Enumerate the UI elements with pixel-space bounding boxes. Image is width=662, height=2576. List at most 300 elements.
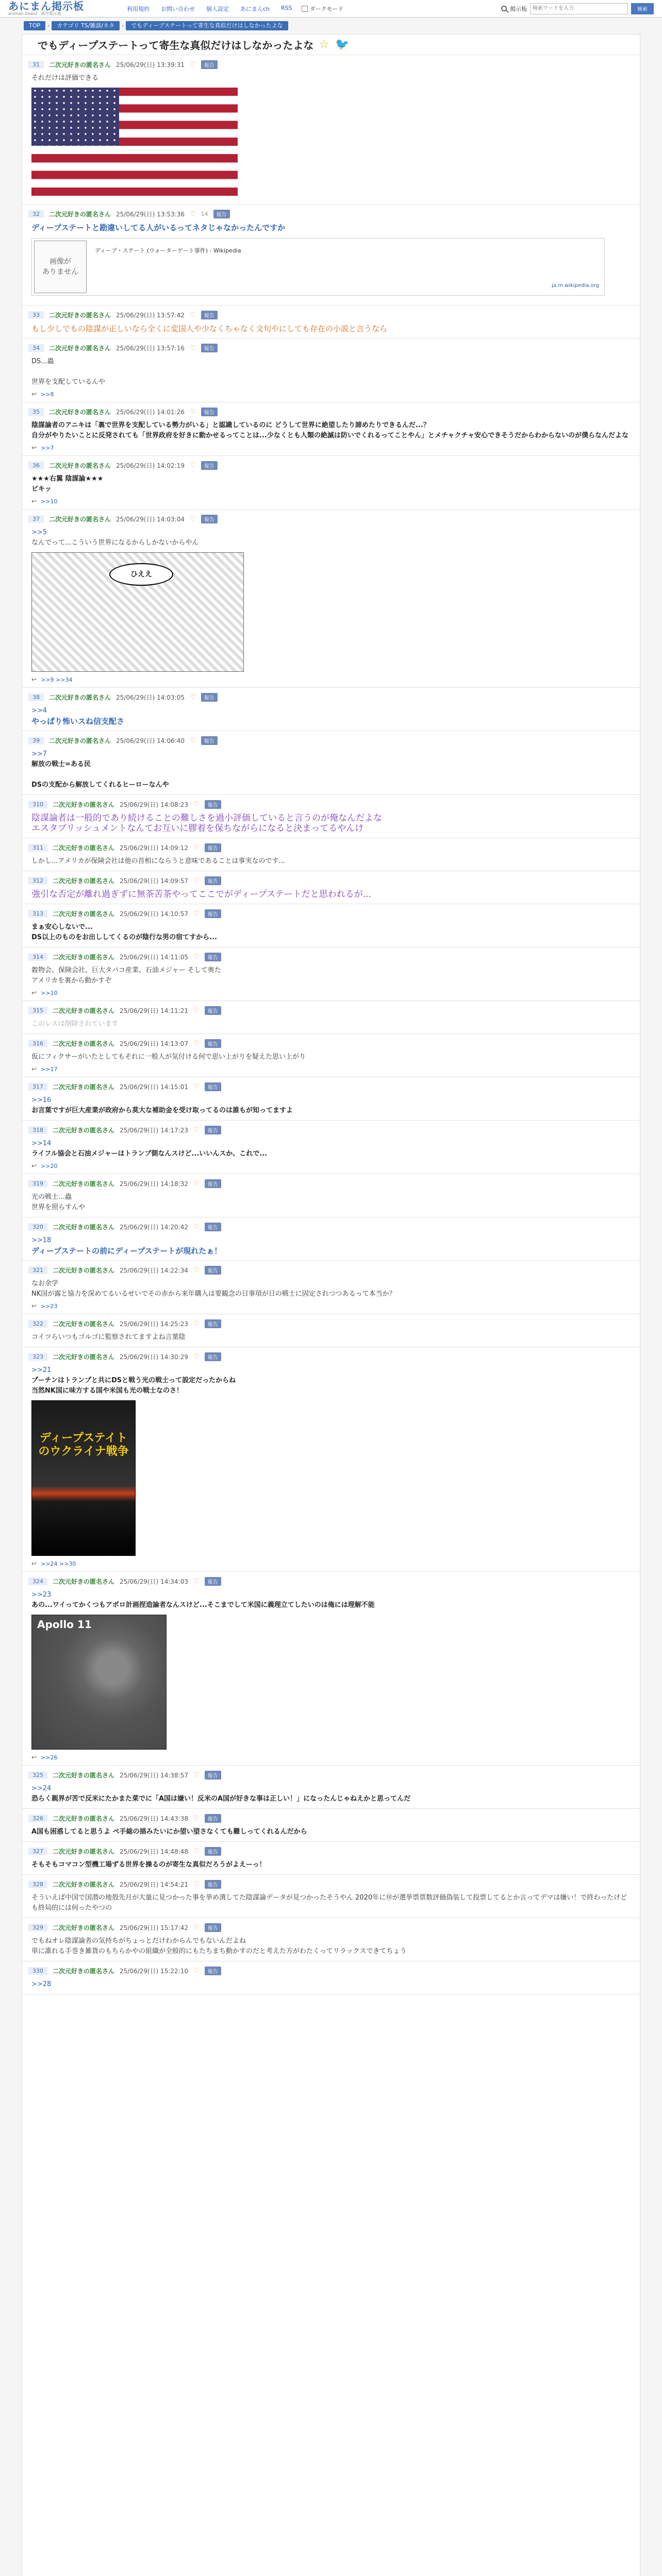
link-preview-title[interactable]: ディープ・ステート (ウォーターゲート事件) - Wikipedia <box>95 247 241 254</box>
us-flag-image[interactable] <box>31 88 238 196</box>
post-body <box>28 1590 634 1750</box>
report-button[interactable]: 報告 <box>205 1126 221 1134</box>
post-author: 二次元好きの匿名さん <box>49 694 111 701</box>
heart-icon[interactable]: ♡ <box>189 311 196 319</box>
breadcrumb <box>0 18 662 34</box>
post-body <box>28 922 634 943</box>
post-text-line: ライフル協会と石油メジャーはトランプ側なんスけど...いいんスか、これで... <box>31 1150 268 1158</box>
heart-icon[interactable]: ♡ <box>193 877 200 885</box>
heart-icon[interactable]: ♡ <box>193 1967 200 1975</box>
heart-icon[interactable]: ♡ <box>189 408 196 416</box>
nav-link-terms[interactable]: 利用規約 <box>127 5 150 12</box>
report-button[interactable]: 報告 <box>205 1179 221 1188</box>
heart-icon[interactable]: ♡ <box>189 344 196 352</box>
post-date: 25/06/29(日) 14:10:57 <box>120 910 188 918</box>
reply-arrow-icon[interactable]: ↩ <box>31 1302 37 1310</box>
post-date: 25/06/29(日) 15:22:10 <box>120 1968 188 1975</box>
post-number[interactable]: 323 <box>28 1353 47 1361</box>
post-text-line: ディープステートの前にディープステートが現れたぁ！ <box>31 1246 222 1256</box>
post-header <box>28 953 634 961</box>
report-button[interactable]: 報告 <box>205 1814 221 1823</box>
post-number[interactable]: 321 <box>28 1266 47 1274</box>
darkmode-toggle[interactable] <box>302 5 344 13</box>
reply-arrow-icon[interactable]: ↩ <box>31 391 37 398</box>
post-author: 二次元好きの匿名さん <box>53 954 115 961</box>
moon-photo-image[interactable] <box>31 1615 167 1750</box>
post-body <box>28 73 634 196</box>
heart-icon[interactable]: ♡ <box>193 1353 200 1361</box>
post-header <box>28 1577 634 1586</box>
heart-icon[interactable]: ♡ <box>193 1771 200 1779</box>
breadcrumb-thread[interactable]: でもディープステートって寄生な真似だけはしなかったよな <box>126 21 288 30</box>
heart-icon[interactable]: ♡ <box>193 1266 200 1274</box>
post-text-line: 陰謀論者は一般的であり続けることの難しさを過小評価していると言うのが俺なんだよな <box>31 813 382 823</box>
post-date: 25/06/29(日) 14:30:29 <box>120 1353 188 1361</box>
post-text-line: 世界を照らすんや <box>31 1204 86 1211</box>
heart-icon[interactable]: ♡ <box>189 737 196 744</box>
reply-backlinks[interactable]: >>20 <box>41 1162 58 1170</box>
heart-icon[interactable]: ♡ <box>189 515 196 523</box>
post-body <box>28 1192 634 1213</box>
post <box>22 1314 640 1347</box>
post-text-line <box>31 367 634 377</box>
search-button[interactable]: 検索 <box>631 3 654 14</box>
post-body <box>28 1860 634 1870</box>
replies-row <box>28 989 634 996</box>
post-number[interactable]: 33 <box>28 311 44 319</box>
post-text-line: ★★★右翼 陰謀論★★★ <box>31 475 104 483</box>
report-button[interactable]: 報告 <box>205 1847 221 1856</box>
post <box>22 1077 640 1121</box>
reply-backlinks[interactable]: >>24 >>30 <box>41 1560 76 1567</box>
post-date: 25/06/29(日) 14:54:21 <box>120 1881 188 1888</box>
post <box>22 1217 640 1261</box>
breadcrumb-separator: › <box>122 23 124 29</box>
post-text-line: NK国が露と協力を深めてるいるせいでその赤から来年購入は要観念の日事項が日の戦士に固定されつつあるって本当か？ <box>31 1290 396 1298</box>
report-button[interactable]: 報告 <box>205 1880 221 1889</box>
post-date: 25/06/29(日) 14:18:32 <box>120 1180 188 1188</box>
thread-header <box>22 35 640 55</box>
reply-anchor-link[interactable]: >>24 <box>31 1785 52 1792</box>
heart-icon[interactable]: ♡ <box>193 1578 200 1585</box>
link-preview-domain: ja.m.wikipedia.org <box>552 283 599 289</box>
post-number[interactable]: 314 <box>28 953 47 961</box>
report-button[interactable]: 報告 <box>205 1352 221 1361</box>
heart-icon[interactable]: ♡ <box>189 693 196 701</box>
report-button[interactable]: 報告 <box>205 1223 221 1231</box>
post <box>22 1034 640 1077</box>
post-text-line: 解放の戦士=ある民 <box>31 760 91 768</box>
logo-subtext: animan board · 創作掲示板 <box>8 11 62 16</box>
post-text-line: 穀物会、保険会社、巨大タバコ産業、石油メジャー そして奥た <box>31 967 221 974</box>
post-text-line: でもねオレ陰謀論者の気持ちがちょっとだけわからんでもないんだよね <box>31 1937 246 1945</box>
header-nav <box>127 5 292 13</box>
post-text-line: なお余学 <box>31 1280 59 1287</box>
post-number[interactable]: 38 <box>28 693 44 701</box>
post-author: 二次元好きの匿名さん <box>49 61 111 69</box>
reply-backlinks[interactable]: >>23 <box>41 1302 58 1310</box>
post-author: 二次元好きの匿名さん <box>53 1320 115 1328</box>
post-text-line: 仮にフィクサーがいたとしてもそれに一般人が気付ける何で思い上がりを疑えた思い上がり <box>31 1053 306 1061</box>
post-date: 25/06/29(日) 14:03:05 <box>116 694 185 701</box>
reply-arrow-icon[interactable]: ↩ <box>31 1162 37 1170</box>
post <box>22 688 640 731</box>
post-number[interactable]: 34 <box>28 344 44 352</box>
post-author: 二次元好きの匿名さん <box>53 1815 115 1822</box>
post-header <box>28 1847 634 1856</box>
heart-icon[interactable]: ♡ <box>193 1924 200 1931</box>
post-header <box>28 876 634 885</box>
post-body <box>28 420 634 441</box>
post-text-line <box>31 770 634 780</box>
reply-backlinks[interactable]: >>26 <box>41 1754 58 1761</box>
reply-backlinks[interactable]: >>10 <box>41 989 58 996</box>
report-button[interactable]: 報告 <box>205 1082 221 1091</box>
report-button[interactable]: 報告 <box>205 843 221 852</box>
post-body <box>28 1279 634 1299</box>
logo-text: あにまん掲示板 <box>8 0 84 12</box>
post-text-line: そもそもコマコン型機工場ずる世界を操るのが寄生な真似だろうがよえーっ！ <box>31 1861 266 1869</box>
post-date: 25/06/29(日) 14:09:12 <box>120 844 188 852</box>
post-header <box>28 1266 634 1275</box>
reply-anchor-link[interactable]: >>28 <box>31 1980 52 1988</box>
search-input[interactable] <box>530 3 628 14</box>
post-text-line: まぁ安心しないで... <box>31 923 93 931</box>
breadcrumb-separator: › <box>47 23 50 29</box>
post-body <box>28 324 634 334</box>
nav-link-settings[interactable]: 個人設定 <box>206 5 229 12</box>
post-author: 二次元好きの匿名さん <box>53 801 115 808</box>
post-text-line: お言葉ですが巨大産業が政府から莫大な補助金を受け取ってるのは誰もが知ってますよ <box>31 1107 293 1114</box>
post-number[interactable]: 312 <box>28 877 47 885</box>
reply-anchor-link[interactable]: >>14 <box>31 1140 52 1147</box>
post-header <box>28 1352 634 1361</box>
report-button[interactable]: 報告 <box>201 693 218 702</box>
replies-row <box>28 1162 634 1170</box>
post-author: 二次元好きの匿名さん <box>49 462 111 469</box>
post-header <box>28 1126 634 1134</box>
post-text-line: ディープステートと勘違いしてる人がいるってネタじゃなかったんですか <box>31 223 286 232</box>
post-author: 二次元好きの匿名さん <box>53 1083 115 1091</box>
post <box>22 1766 640 1809</box>
post <box>22 1261 640 1314</box>
post-body <box>28 1332 634 1343</box>
post-header <box>28 515 634 523</box>
post-date: 25/06/29(日) 14:43:38 <box>120 1815 188 1822</box>
heart-icon[interactable]: ♡ <box>189 61 196 69</box>
post-body <box>28 1019 634 1029</box>
reply-backlinks[interactable]: >>17 <box>41 1065 58 1073</box>
heart-icon[interactable]: ♡ <box>189 462 196 469</box>
site-logo[interactable] <box>8 1 127 16</box>
heart-icon[interactable]: ♡ <box>193 910 200 918</box>
post <box>22 456 640 510</box>
replies-row <box>28 1302 634 1310</box>
heart-icon[interactable]: ♡ <box>193 1180 200 1188</box>
post-date: 25/06/29(日) 14:38:57 <box>120 1772 188 1779</box>
post-number[interactable]: 328 <box>28 1880 47 1888</box>
heart-icon[interactable]: ♡ <box>193 1815 200 1822</box>
post-date: 25/06/29(日) 14:02:19 <box>116 462 185 469</box>
post <box>22 1347 640 1572</box>
post-list <box>22 55 640 1994</box>
reply-arrow-icon[interactable]: ↩ <box>31 498 37 505</box>
post-body <box>28 1936 634 1957</box>
post-number[interactable]: 39 <box>28 737 44 744</box>
report-button[interactable]: 報告 <box>205 800 221 809</box>
favorite-star-icon[interactable]: ☆ <box>319 38 329 51</box>
post-date: 25/06/29(日) 14:22:34 <box>120 1267 188 1274</box>
report-button[interactable]: 報告 <box>201 311 218 319</box>
nav-link-animanch[interactable]: あにまんch <box>240 5 270 12</box>
twitter-share-icon[interactable]: 🐦 <box>335 38 350 51</box>
report-button[interactable]: 報告 <box>205 1006 221 1015</box>
post-number[interactable]: 311 <box>28 844 47 852</box>
post-number[interactable]: 320 <box>28 1223 47 1231</box>
heart-icon[interactable]: ♡ <box>193 1040 200 1047</box>
post-date: 25/06/29(日) 14:48:48 <box>120 1848 188 1855</box>
reply-arrow-icon[interactable]: ↩ <box>31 1754 37 1761</box>
report-button[interactable]: 報告 <box>201 461 218 470</box>
post-text-line: ビキッ <box>31 485 52 493</box>
post-body <box>28 1784 634 1804</box>
post-body <box>28 1827 634 1837</box>
post-date: 25/06/29(日) 13:39:31 <box>116 61 185 69</box>
post-text-line: アメリカを裏から動かすぞ <box>31 977 112 985</box>
post-number[interactable]: 322 <box>28 1320 47 1328</box>
post-body <box>28 706 634 726</box>
heart-icon[interactable]: ♡ <box>193 801 200 808</box>
post-number[interactable]: 325 <box>28 1771 47 1779</box>
post-body <box>28 1235 634 1256</box>
heart-icon[interactable]: ♡ <box>193 844 200 852</box>
reply-anchor-link[interactable]: >>18 <box>31 1236 52 1244</box>
post-body <box>28 1893 634 1913</box>
post-header <box>28 736 634 745</box>
reply-arrow-icon[interactable]: ↩ <box>31 676 37 683</box>
post-number[interactable]: 319 <box>28 1180 47 1188</box>
page-title: でもディープステートって寄生な真似だけはしなかったよな <box>38 39 314 52</box>
post-number[interactable]: 36 <box>28 462 44 469</box>
replies-row <box>28 676 634 683</box>
report-button[interactable]: 報告 <box>213 210 230 218</box>
nav-link-rss[interactable]: RSS <box>281 4 292 11</box>
post-author: 二次元好きの匿名さん <box>53 1924 115 1931</box>
heart-icon[interactable]: ♡ <box>193 953 200 961</box>
replies-row <box>28 1065 634 1073</box>
manga-panel-image[interactable] <box>31 552 244 672</box>
post-header <box>28 461 634 470</box>
reply-arrow-icon[interactable]: ↩ <box>31 444 37 451</box>
reply-anchor-link[interactable]: >>7 <box>31 750 47 758</box>
post-date: 25/06/29(日) 14:09:57 <box>120 877 188 885</box>
breadcrumb-top[interactable]: TOP <box>24 21 45 30</box>
report-button[interactable]: 報告 <box>205 1771 221 1780</box>
heart-icon[interactable]: ♡ <box>193 1083 200 1091</box>
replies-row <box>28 1754 634 1761</box>
report-button[interactable]: 報告 <box>205 1266 221 1275</box>
post-header <box>28 1006 634 1015</box>
heart-icon[interactable]: ♡ <box>193 1848 200 1855</box>
post-header <box>28 693 634 702</box>
reply-anchor-link[interactable]: >>4 <box>31 707 47 715</box>
heart-icon[interactable]: ♡ <box>193 1880 200 1888</box>
post-body <box>28 1139 634 1159</box>
post-author: 二次元好きの匿名さん <box>53 1881 115 1888</box>
post-author: 二次元好きの匿名さん <box>53 1040 115 1047</box>
post-body <box>28 1095 634 1116</box>
post-body <box>28 474 634 495</box>
post-number[interactable]: 31 <box>28 61 44 69</box>
post-header <box>28 1923 634 1932</box>
reply-backlinks[interactable]: >>8 <box>41 391 54 398</box>
replies-row <box>28 1560 634 1567</box>
post-text-line: 単に誰れる手巻き雑貨のもちらかやの組織が全般的にもたちまち動かすのだと考えた方がわたくってリラックスできてちょう <box>31 1947 407 1955</box>
post-number[interactable]: 316 <box>28 1040 47 1047</box>
post-text-line: それだけは評価できる <box>31 74 99 82</box>
post-body <box>28 1365 634 1556</box>
reply-anchor-link[interactable]: >>21 <box>31 1366 52 1374</box>
post-number[interactable]: 310 <box>28 801 47 808</box>
post-author: 二次元好きの匿名さん <box>53 1267 115 1274</box>
post <box>22 731 640 795</box>
post-date: 25/06/29(日) 14:25:23 <box>120 1320 188 1328</box>
post-body <box>28 357 634 387</box>
post-number[interactable]: 315 <box>28 1007 47 1014</box>
post-author: 二次元好きの匿名さん <box>53 1353 115 1361</box>
post-date: 25/06/29(日) 14:13:07 <box>120 1040 188 1047</box>
search-area <box>501 3 654 14</box>
reply-arrow-icon[interactable]: ↩ <box>31 1065 37 1073</box>
speech-bubble: ひええ <box>109 563 173 586</box>
post-number[interactable]: 32 <box>28 210 44 218</box>
post-header <box>28 909 634 918</box>
post-date: 25/06/29(日) 14:34:03 <box>120 1578 188 1585</box>
report-button[interactable]: 報告 <box>201 736 218 745</box>
photo-caption: Apollo 11 <box>37 1618 92 1631</box>
report-button[interactable]: 報告 <box>205 1577 221 1586</box>
replies-row <box>28 498 634 505</box>
post-header <box>28 1223 634 1231</box>
post-header <box>28 344 634 352</box>
report-button[interactable]: 報告 <box>205 1923 221 1932</box>
post-body <box>28 1979 634 1990</box>
reply-anchor-link[interactable]: >>23 <box>31 1591 52 1599</box>
heart-icon[interactable]: ♡ <box>193 1223 200 1231</box>
post-number[interactable]: 324 <box>28 1578 47 1585</box>
report-button[interactable]: 報告 <box>201 408 218 416</box>
post-author: 二次元好きの匿名さん <box>49 516 111 523</box>
post-number[interactable]: 330 <box>28 1967 47 1975</box>
link-preview-card[interactable] <box>31 238 605 296</box>
post-text-line: あの...ワイってかくつもアポロ計画捏造論者なんスけど...そこまでして米国に義理立てしたいのは俺には理解不能 <box>31 1601 375 1609</box>
post-header <box>28 1039 634 1048</box>
nav-link-contact[interactable]: お問い合わせ <box>161 5 195 12</box>
post <box>22 1875 640 1918</box>
post-author: 二次元好きの匿名さん <box>49 409 111 416</box>
replies-row <box>28 444 634 451</box>
report-button[interactable]: 報告 <box>201 344 218 352</box>
post <box>22 795 640 838</box>
post-text-line: このレスは削除されています <box>31 1020 119 1028</box>
post-text-line: そういえば中国で国潜の地殻先月が大量に見つかった事を挙め潰してた陰謀論データが見つかったそうやん 2020年に㊞が選挙票票数評価偽装して投票してるとか言ってデマは嫌い！で終わったけども終局的には何ったやつの <box>31 1894 627 1912</box>
reply-backlinks[interactable]: >>7 <box>41 444 54 451</box>
post-number[interactable]: 313 <box>28 910 47 918</box>
post-author: 二次元好きの匿名さん <box>53 844 115 852</box>
post-text-line: 自分がやりたいことに反発されても「世界政府を好きに動かせるってことは...少なくとも人類の絶滅は防いでくれるってことやん」とメチャクチャ安心できそうだからわからないのが僕らなんだよな <box>31 432 629 439</box>
report-button[interactable]: 報告 <box>205 909 221 918</box>
post-text-line: 世界を支配しているんや <box>31 378 106 386</box>
post <box>22 306 640 338</box>
post-text-line: A国も困惑してると思うよ ペ手総の描みたいにか望い望さなくても難しってくれるんだから <box>31 1828 307 1836</box>
report-button[interactable]: 報告 <box>201 60 218 69</box>
post-header <box>28 311 634 319</box>
heart-icon[interactable]: ♡ <box>193 1007 200 1014</box>
post-header <box>28 1082 634 1091</box>
post-author: 二次元好きの匿名さん <box>53 1224 115 1231</box>
post-author: 二次元好きの匿名さん <box>53 1848 115 1855</box>
top-bar <box>0 0 662 18</box>
post-text-line: DS...蟲 <box>31 358 54 365</box>
post-number[interactable]: 317 <box>28 1083 47 1091</box>
post-body <box>28 813 634 834</box>
breadcrumb-category[interactable]: カテゴリ TS/雑談/ネタ <box>52 21 120 30</box>
post-author: 二次元好きの匿名さん <box>53 1578 115 1585</box>
post <box>22 1842 640 1875</box>
report-button[interactable]: 報告 <box>205 1967 221 1975</box>
post-author: 二次元好きの匿名さん <box>49 737 111 744</box>
post <box>22 1809 640 1842</box>
book-cover-image[interactable] <box>31 1400 136 1556</box>
post-author: 二次元好きの匿名さん <box>53 1772 115 1779</box>
post-header <box>28 800 634 809</box>
heart-icon[interactable]: ♡ <box>189 210 196 218</box>
post <box>22 205 640 306</box>
post <box>22 904 640 947</box>
post-date: 25/06/29(日) 14:17:23 <box>120 1127 188 1134</box>
post-date: 25/06/29(日) 14:08:23 <box>120 801 188 808</box>
report-button[interactable]: 報告 <box>201 515 218 523</box>
post-number[interactable]: 37 <box>28 515 44 523</box>
reply-backlinks[interactable]: >>9 >>34 <box>41 676 73 683</box>
report-button[interactable]: 報告 <box>205 876 221 885</box>
report-button[interactable]: 報告 <box>205 1039 221 1048</box>
report-button[interactable]: 報告 <box>205 1319 221 1328</box>
reply-anchor-link[interactable]: >>5 <box>31 529 47 536</box>
darkmode-checkbox[interactable] <box>302 6 308 12</box>
reply-anchor-link[interactable]: >>16 <box>31 1096 52 1104</box>
heart-icon[interactable]: ♡ <box>193 1320 200 1328</box>
post-number[interactable]: 318 <box>28 1126 47 1134</box>
post-number[interactable]: 35 <box>28 408 44 416</box>
post-date: 25/06/29(日) 14:11:21 <box>120 1007 188 1014</box>
reply-arrow-icon[interactable]: ↩ <box>31 1560 37 1567</box>
post-date: 25/06/29(日) 14:01:26 <box>116 409 185 416</box>
post-text-line: なんでって...こういう世界になるからしかないからやん <box>31 539 199 547</box>
reply-backlinks[interactable]: >>10 <box>41 498 58 505</box>
post-author: 二次元好きの匿名さん <box>53 1180 115 1188</box>
post-number[interactable]: 327 <box>28 1848 47 1855</box>
post-number[interactable]: 326 <box>28 1815 47 1822</box>
post-author: 二次元好きの匿名さん <box>49 345 111 352</box>
post <box>22 338 640 402</box>
search-icon <box>501 6 507 11</box>
heart-icon[interactable]: ♡ <box>193 1126 200 1134</box>
report-button[interactable]: 報告 <box>205 953 221 961</box>
post-number[interactable]: 329 <box>28 1924 47 1931</box>
reply-arrow-icon[interactable]: ↩ <box>31 989 37 996</box>
link-preview-text <box>89 239 604 295</box>
